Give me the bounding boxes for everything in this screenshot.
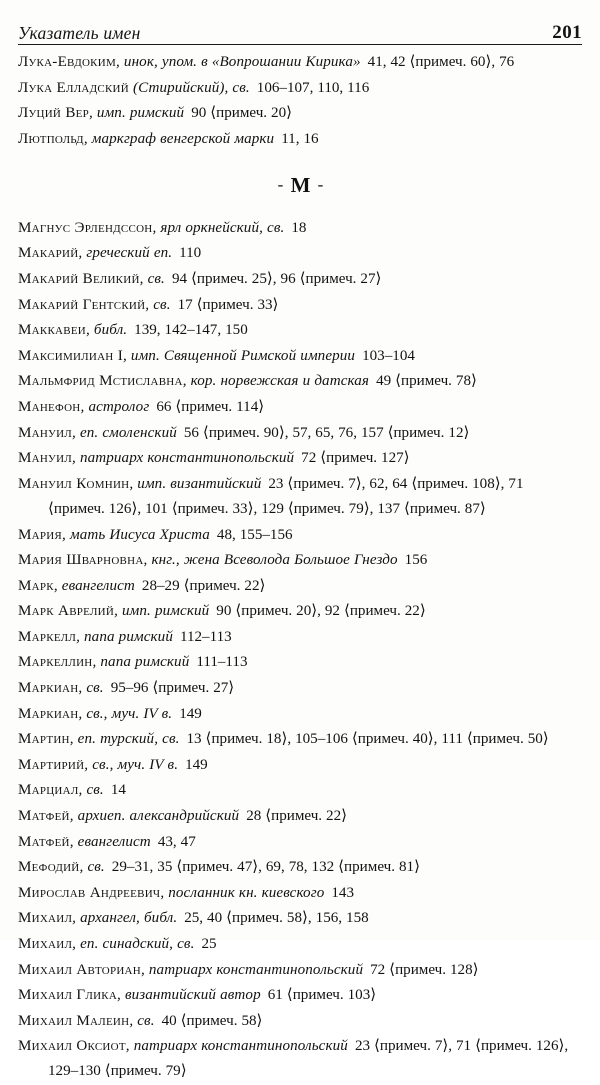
entry-qualifier: , греческий еп.	[78, 245, 173, 262]
entry-references: 41, 42 ⟨примеч. 60⟩, 76	[367, 54, 515, 70]
entry-headword: Маркеллин	[18, 654, 93, 671]
entry-headword: Лютпольд	[18, 130, 84, 147]
entry-headword: Мария	[18, 526, 63, 543]
index-entry	[18, 446, 584, 471]
index-entry	[18, 881, 584, 906]
page-number: 201	[552, 22, 582, 43]
entry-qualifier: , св.	[78, 680, 104, 697]
entry-headword: Маркиан	[18, 680, 79, 697]
entry-headword: Мартин	[18, 731, 70, 748]
entry-qualifier: , еп. смоленский	[72, 424, 177, 441]
entry-references: 149	[179, 705, 202, 722]
entry-headword: Марциал	[18, 782, 79, 799]
entry-headword: Мефодий	[18, 859, 80, 876]
divider-dash-right: -	[317, 174, 325, 194]
entry-headword: Макарий Гентский	[18, 296, 146, 313]
entry-references: 106–107, 110, 116	[256, 79, 370, 96]
index-entry	[18, 293, 584, 318]
index-entry	[18, 395, 584, 420]
index-content	[18, 50, 584, 1085]
entry-headword: Манефон	[18, 399, 81, 416]
entry-qualifier: , папа римский	[76, 628, 173, 645]
index-entry	[18, 369, 584, 394]
letter-divider-m	[18, 173, 584, 198]
entry-references: 13 ⟨примеч. 18⟩, 105–106 ⟨примеч. 40⟩, 111 ⟨примеч. 50⟩	[186, 731, 549, 748]
entry-headword: Матфей	[18, 833, 70, 850]
index-entry	[18, 625, 584, 650]
running-head-title: Указатель имен	[18, 22, 141, 43]
entry-headword: Михаил Малеин	[18, 1012, 130, 1029]
entry-references: 90 ⟨примеч. 20⟩	[191, 105, 293, 122]
entry-references: 156	[404, 552, 428, 569]
entry-headword: Маркиан	[18, 705, 79, 722]
entry-headword: Лука-Евдоким	[18, 54, 116, 70]
entry-headword: Михаил	[18, 936, 73, 952]
entry-qualifier: , евангелист	[69, 833, 151, 850]
entry-references: 18	[291, 219, 307, 236]
entry-references: 43, 47	[157, 833, 196, 850]
entry-references: 139, 142–147, 150	[134, 322, 248, 339]
index-entry	[18, 958, 584, 983]
entry-headword: Маркелл	[18, 628, 77, 645]
entry-headword: Луций Вер	[18, 105, 89, 122]
entry-references: 72 ⟨примеч. 127⟩	[301, 450, 410, 467]
index-entry	[18, 101, 584, 126]
entry-qualifier: , св., муч. IV в.	[78, 705, 173, 722]
index-entry	[18, 676, 584, 701]
index-entry	[18, 241, 584, 266]
entry-references: 90 ⟨примеч. 20⟩, 92 ⟨примеч. 22⟩	[216, 603, 426, 620]
entry-references: 23 ⟨примеч. 7⟩, 71 ⟨примеч. 126⟩, 129–130 ⟨примеч. 79⟩	[48, 1038, 569, 1080]
index-entry	[18, 50, 584, 75]
index-entry	[18, 983, 584, 1008]
index-entry	[18, 472, 584, 522]
index-entry	[18, 599, 584, 624]
entry-qualifier: , кнг., жена Всеволода Большое Гнездо	[143, 552, 398, 569]
entry-qualifier: , архангел, библ.	[72, 910, 178, 927]
index-entry	[18, 830, 584, 855]
entry-references: 28–29 ⟨примеч. 22⟩	[141, 577, 266, 594]
entry-references: 94 ⟨примеч. 25⟩, 96 ⟨примеч. 27⟩	[171, 271, 382, 288]
index-entry	[18, 1009, 584, 1034]
entry-qualifier: , св.	[78, 782, 104, 799]
entry-headword: Лука Елладский	[18, 79, 129, 96]
entry-references: 110	[179, 245, 202, 262]
entry-qualifier: (Стирийский), св.	[128, 79, 250, 96]
index-entry	[18, 855, 584, 880]
index-entry	[18, 267, 584, 292]
entry-references: 48, 155–156	[216, 526, 293, 543]
entry-references: 25, 40 ⟨примеч. 58⟩, 156, 158	[184, 910, 369, 927]
entry-qualifier: , св.	[139, 271, 165, 288]
entry-references: 112–113	[179, 628, 232, 645]
entry-qualifier: , кор. норвежская и датская	[182, 373, 370, 390]
entry-qualifier: , патриарх константинопольский	[140, 961, 364, 978]
entry-qualifier: , посланник кн. киевского	[160, 884, 325, 901]
entry-qualifier: , имп. византийский	[129, 475, 262, 492]
entry-group-m	[18, 216, 584, 1085]
entry-references: 25	[201, 936, 217, 952]
entry-qualifier: , евангелист	[53, 577, 135, 594]
entry-qualifier: , имп. римский	[88, 105, 185, 122]
entry-references: 72 ⟨примеч. 128⟩	[370, 961, 479, 978]
entry-references: 56 ⟨примеч. 90⟩, 57, 65, 76, 157 ⟨примеч. 12⟩	[183, 424, 470, 441]
entry-qualifier: , мать Иисуса Христа	[62, 526, 210, 543]
entry-references: 111–113	[196, 654, 248, 671]
entry-qualifier: , папа римский	[92, 654, 190, 671]
divider-dash-left: -	[277, 174, 285, 194]
entry-qualifier: , имп. римский	[114, 603, 210, 620]
index-entry	[18, 727, 584, 752]
entry-references: 28 ⟨примеч. 22⟩	[246, 808, 348, 825]
entry-references: 40 ⟨примеч. 58⟩	[161, 1012, 263, 1029]
entry-qualifier: , патриарх константинопольский	[125, 1038, 348, 1055]
entry-headword: Макарий Великий	[18, 271, 140, 288]
entry-references: 95–96 ⟨примеч. 27⟩	[110, 680, 235, 697]
index-entry	[18, 650, 584, 675]
entry-qualifier: , архиеп. александрийский	[69, 808, 240, 825]
entry-qualifier: , св.	[129, 1012, 155, 1029]
entry-references: 103–104	[362, 347, 415, 364]
entry-headword: Матфей	[18, 808, 70, 825]
index-entry	[18, 702, 584, 727]
index-entry	[18, 76, 584, 101]
entry-headword: Михаил Оксиот	[18, 1038, 126, 1055]
entry-references: 143	[331, 884, 354, 901]
index-entry	[18, 318, 584, 343]
entry-headword: Мартирий	[18, 756, 85, 773]
entry-references: 29–31, 35 ⟨примеч. 47⟩, 69, 78, 132 ⟨примеч. 81⟩	[111, 859, 420, 876]
index-entry	[18, 523, 584, 548]
entry-qualifier: , астролог	[80, 399, 150, 416]
index-entry	[18, 906, 584, 931]
entry-references: 17 ⟨примеч. 33⟩	[177, 296, 279, 313]
entry-headword: Марк Аврелий	[18, 603, 115, 620]
entry-headword: Максимилиан I	[18, 347, 123, 364]
entry-headword: Маккавеи	[18, 322, 86, 339]
entry-references: 61 ⟨примеч. 103⟩	[267, 987, 377, 1004]
index-entry	[18, 574, 584, 599]
entry-headword: Мирослав Андреевич	[18, 884, 161, 901]
entry-headword: Макарий	[18, 245, 79, 262]
entry-qualifier: , св., муч. IV в.	[84, 756, 179, 773]
entry-references: 49 ⟨примеч. 78⟩	[376, 373, 477, 390]
entry-headword: Мануил	[18, 424, 73, 441]
entry-references: 11, 16	[281, 130, 319, 147]
entry-qualifier: , еп. турский, св.	[69, 731, 180, 748]
entry-qualifier: , св.	[145, 296, 171, 313]
entry-headword: Мануил	[18, 450, 73, 467]
entry-qualifier: , ярл оркнейский, св.	[152, 219, 285, 236]
entry-headword: Мануил Комнин	[18, 475, 130, 492]
entry-headword: Мария Шварновна	[18, 552, 144, 569]
entry-references: 149	[185, 756, 208, 773]
index-entry	[18, 127, 584, 152]
index-entry	[18, 932, 584, 957]
entry-group-l	[18, 50, 584, 152]
index-entry	[18, 548, 584, 573]
entry-qualifier: , имп. Священной Римской империи	[122, 347, 356, 364]
entry-references: 23 ⟨примеч. 7⟩, 62, 64 ⟨примеч. 108⟩, 71 ⟨примеч. 126⟩, 101 ⟨примеч. 33⟩, 129 ⟨примеч. 79⟩, 137 ⟨примеч. 87⟩	[48, 475, 524, 517]
entry-references: 66 ⟨примеч. 114⟩	[156, 399, 265, 416]
index-entry	[18, 344, 584, 369]
entry-headword: Мальмфрид Мстиславна	[18, 373, 183, 390]
entry-qualifier: , византийский автор	[117, 987, 261, 1004]
index-entry	[18, 1034, 584, 1084]
entry-headword: Михаил	[18, 910, 73, 927]
entry-qualifier: , библ.	[85, 322, 128, 339]
entry-qualifier: , еп. синадский, св.	[72, 936, 195, 952]
running-head	[18, 12, 582, 45]
divider-letter: M	[290, 172, 312, 197]
entry-qualifier: , маркграф венгерской марки	[83, 130, 275, 147]
entry-headword: Михаил Глика	[18, 987, 118, 1004]
entry-headword: Михаил Авториан	[18, 961, 141, 978]
index-entry	[18, 216, 584, 241]
index-entry	[18, 804, 584, 829]
entry-qualifier: , св.	[79, 859, 105, 876]
entry-qualifier: , инок, упом. в «Вопрошании Кирика»	[115, 54, 361, 70]
index-entry	[18, 753, 584, 778]
index-entry	[18, 421, 584, 446]
index-entry	[18, 778, 584, 803]
entry-qualifier: , патриарх константинопольский	[72, 450, 295, 467]
entry-headword: Марк	[18, 577, 54, 594]
entry-references: 14	[110, 782, 126, 799]
entry-headword: Магнус Эрлендссон	[18, 219, 153, 236]
